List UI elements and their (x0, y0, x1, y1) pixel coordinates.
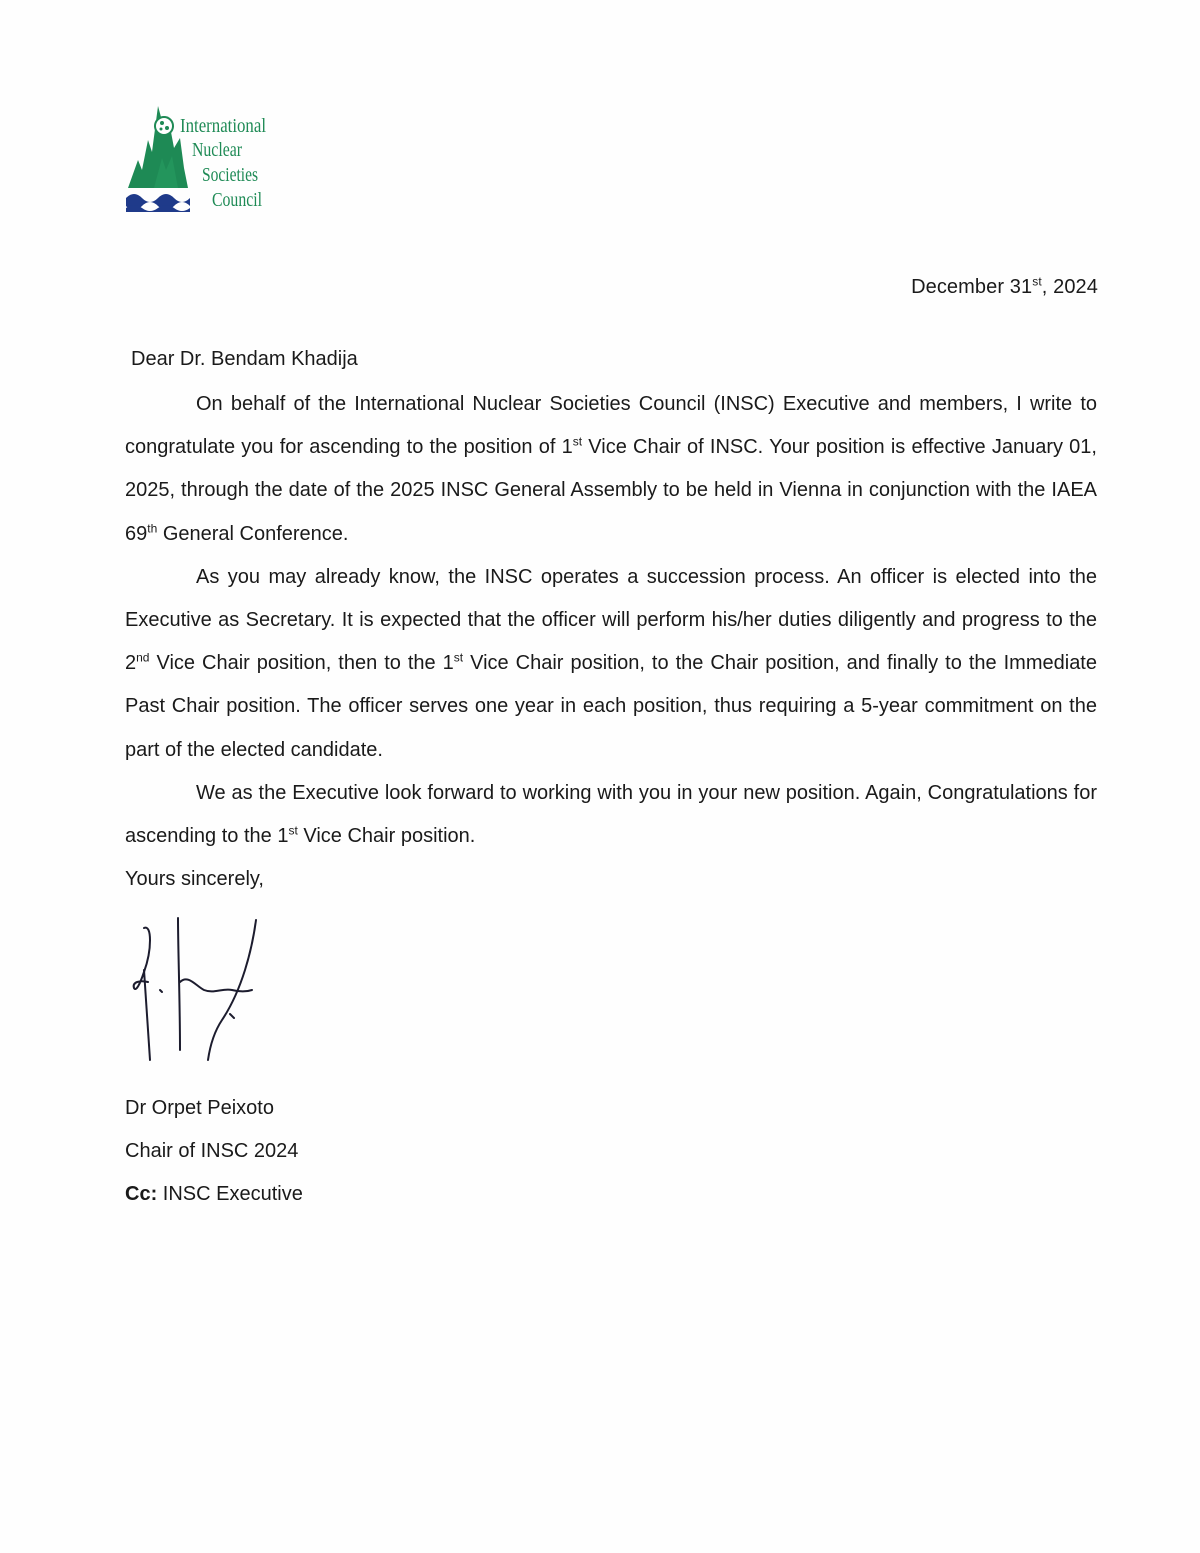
signatory-block (125, 1087, 303, 1217)
handwritten-signature (122, 910, 272, 1070)
paragraph2-text-c: Vice Chair position, to the Chair position, and finally to the Immediate Past Chair position. The officer serves one year in each position, thus requiring a 5-year commitment on the part of the elected candidate. (125, 652, 1097, 761)
paragraph1-text-b: Vice Chair of INSC. Your position is effective January 01, 2025, through the date of the 2025 INSC General Assembly to be held in Vienna in conjunction with the IAEA 69 (125, 436, 1097, 545)
date-suffix: st (1032, 274, 1042, 289)
cc-label: Cc: (125, 1183, 158, 1206)
closing-line: Yours sincerely, (125, 868, 264, 891)
cc-value: INSC Executive (157, 1183, 303, 1206)
signatory-name: Dr Orpet Peixoto (125, 1097, 274, 1119)
paragraph-closing (125, 772, 1097, 858)
letter-body (125, 383, 1097, 901)
paragraph1-text-c: General Conference. (157, 522, 349, 545)
paragraph2-text-a: As you may already know, the INSC operates a succession process. An officer is elected into the Executive as Secretary. It is expected that the officer will perform his/her duties diligently and progress to the 2 (125, 565, 1097, 675)
logo-text-line3: Societies (202, 164, 259, 186)
date-year: , 2024 (1041, 276, 1098, 298)
signatory-title: Chair of INSC 2024 (125, 1140, 299, 1163)
paragraph3-text-b: Vice Chair position. (297, 825, 476, 848)
salutation: Dear Dr. Bendam Khadija (131, 348, 358, 370)
insc-logo-graphic (124, 98, 274, 218)
logo-text-line4: Council (212, 189, 263, 211)
letter-date (911, 276, 1098, 299)
paragraph-succession (125, 556, 1097, 772)
paragraph1-sup-a: st (572, 434, 583, 449)
cc-line (125, 1173, 303, 1216)
paragraph1-sup-b: th (147, 520, 158, 535)
date-month-day: December 31 (911, 276, 1033, 298)
paragraph3-text-a: We as the Executive look forward to working with you in your new position. Again, Congratulations for ascending to the 1 (125, 781, 1097, 848)
paragraph-congratulations (125, 383, 1097, 556)
logo-text-line1: International (180, 115, 267, 137)
paragraph2-text-b: Vice Chair position, then to the 1 (149, 652, 454, 675)
paragraph2-sup-b: st (453, 650, 464, 665)
paragraph2-sup-a: nd (136, 650, 150, 665)
paragraph3-sup-a: st (288, 823, 298, 838)
logo-globe-icon (155, 117, 173, 135)
insc-logo (124, 98, 274, 218)
paragraph1-text-a: On behalf of the International Nuclear Societies Council (INSC) Executive and members, I write to congratulate you for ascending to the position of 1 (125, 393, 1097, 459)
logo-text-line2: Nuclear (192, 139, 243, 161)
